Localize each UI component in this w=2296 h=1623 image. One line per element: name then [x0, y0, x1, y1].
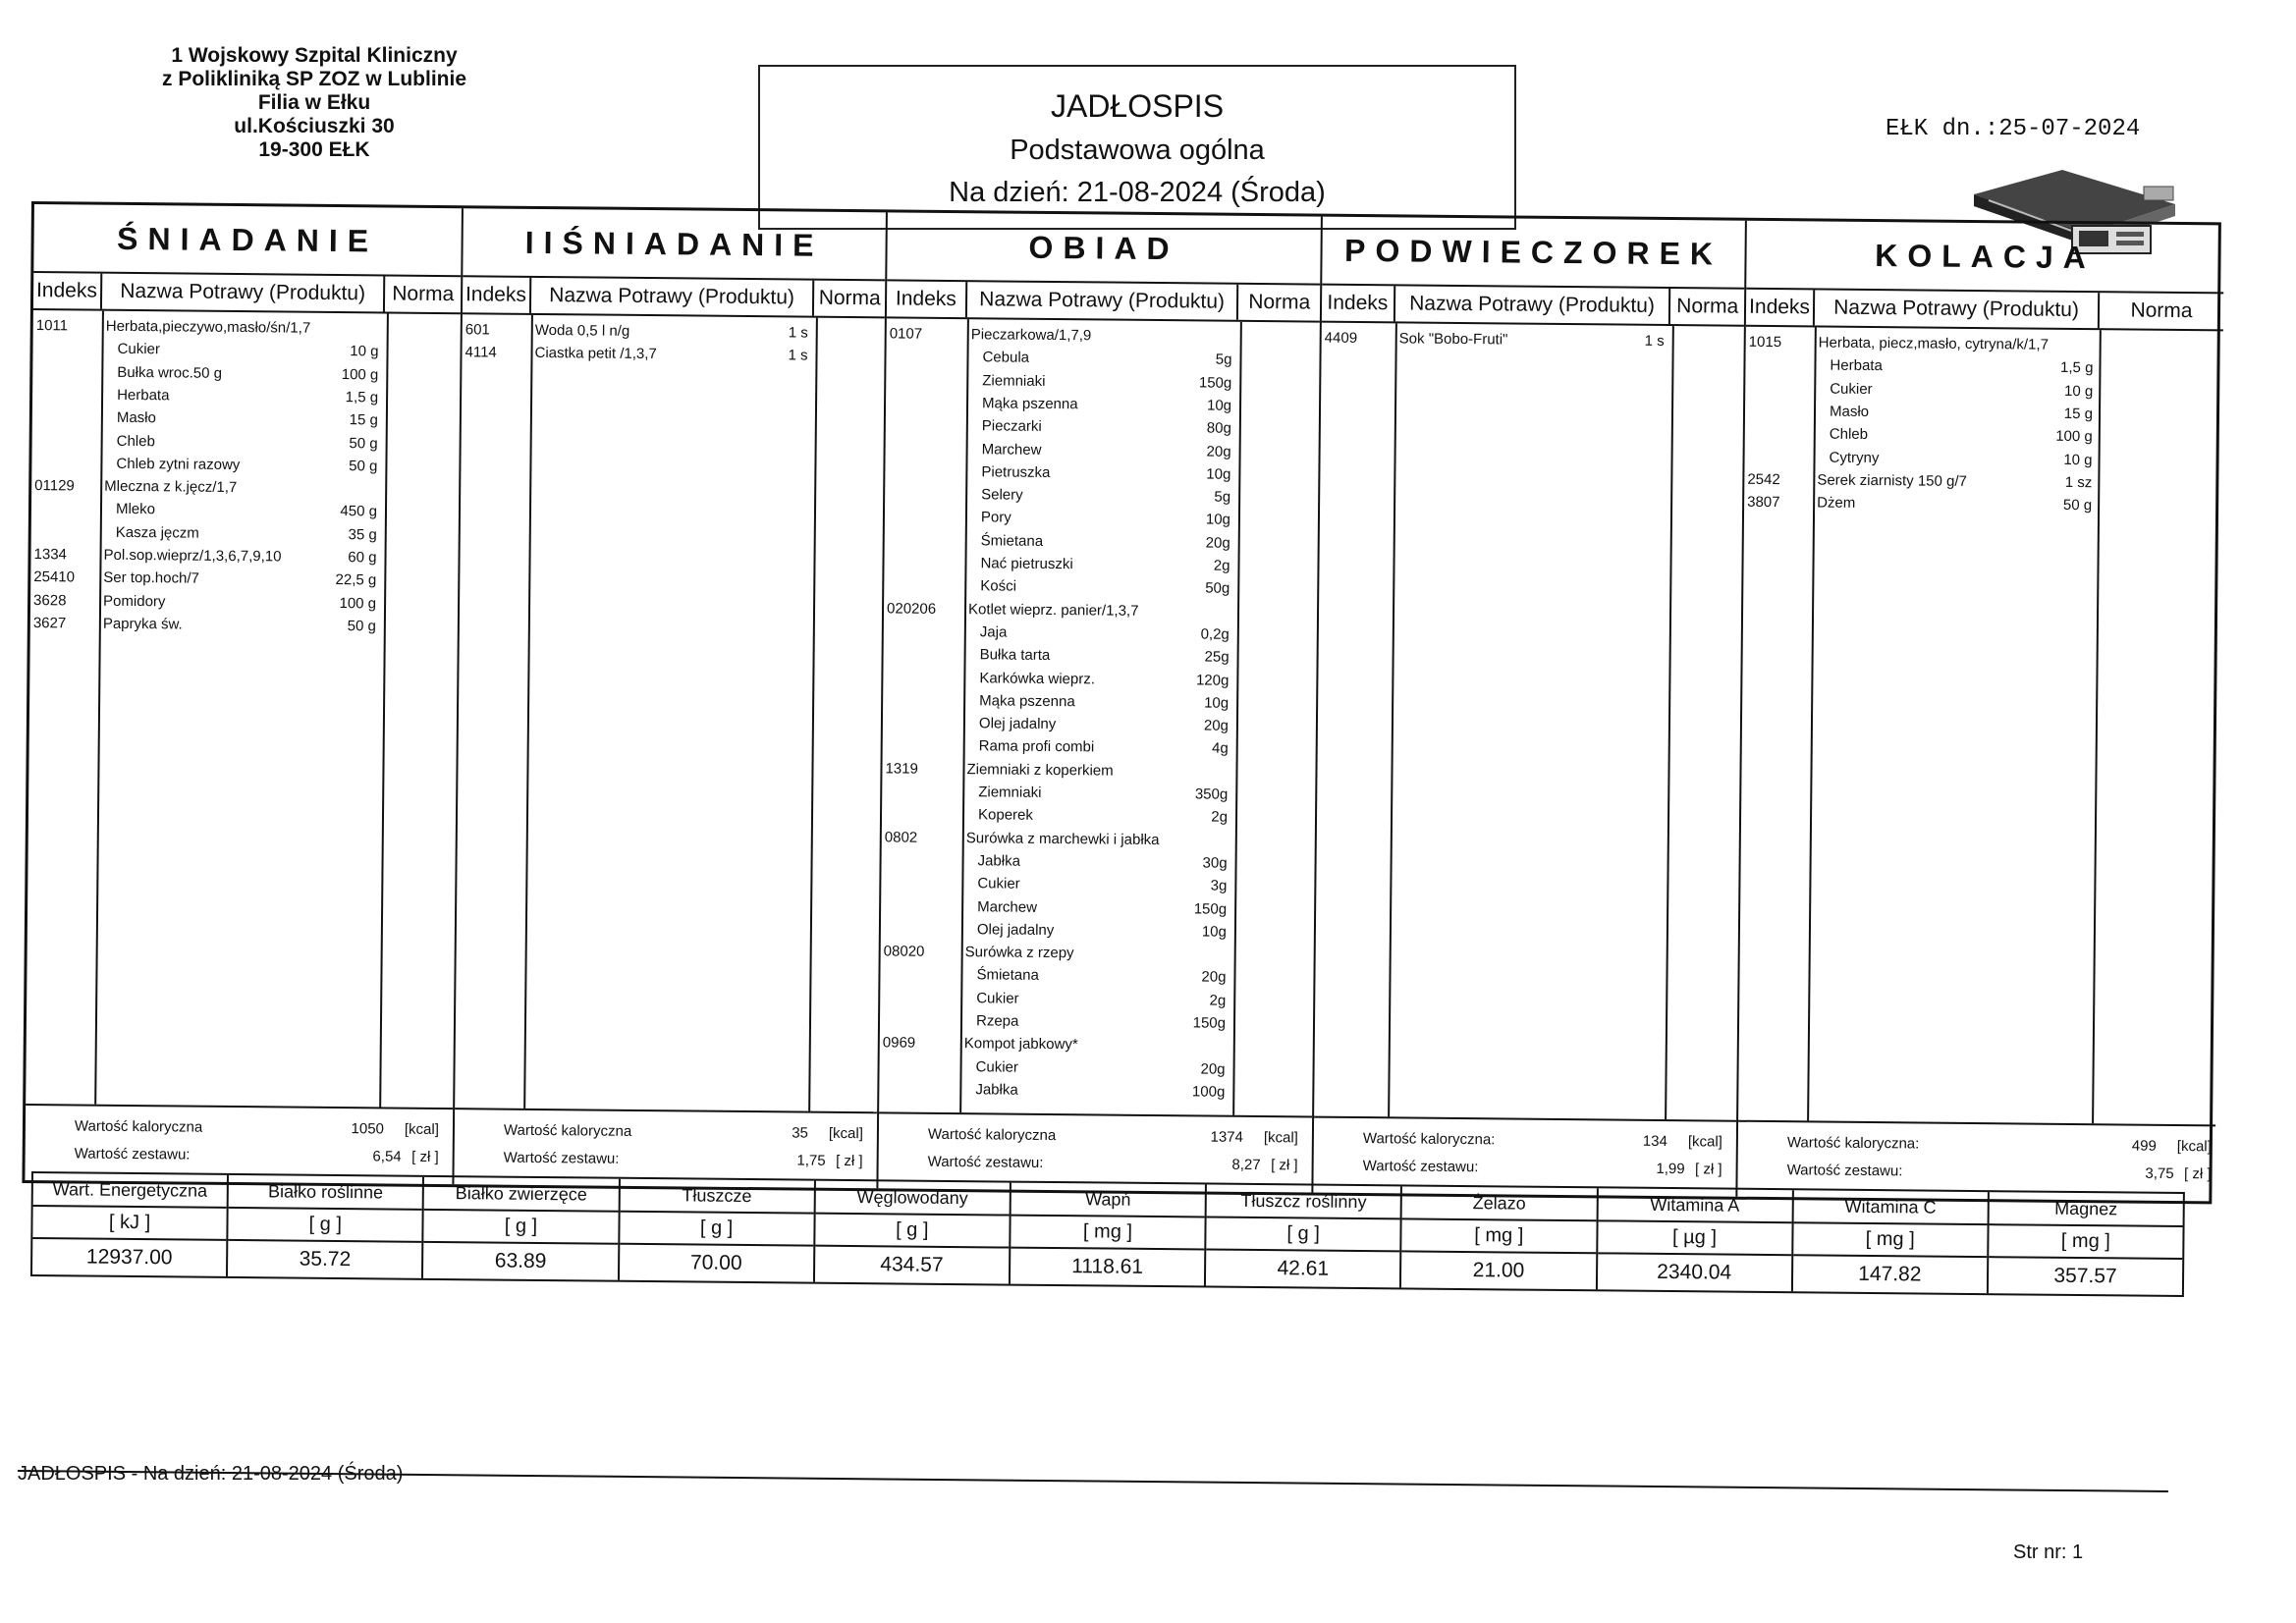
- kcal-label: Wartość kaloryczna: [927, 1125, 1057, 1145]
- item-name: Selery: [981, 486, 1023, 504]
- meal-items: [879, 318, 1320, 1115]
- meal-column: [878, 212, 1323, 1192]
- item-name: Marchew: [977, 897, 1038, 916]
- nutrition-cell: [1989, 1192, 2183, 1295]
- item-norm: 20g: [1201, 968, 1227, 987]
- item-name: Chleb: [1829, 425, 1869, 444]
- item-name: Ziemniaki z koperkiem: [966, 760, 1114, 780]
- nutrient-value: 70.00: [689, 1251, 742, 1274]
- item-name: Pieczarkowa/1,7,9: [970, 326, 1092, 345]
- meal-items: [1738, 327, 2223, 1125]
- item-name: Cukier: [117, 341, 160, 358]
- nutrition-cell: [620, 1179, 816, 1282]
- item-norm: 150g: [1192, 1014, 1227, 1032]
- cost-label: Wartość zestawu:: [927, 1153, 1044, 1171]
- item-name: Ser top.hoch/7: [103, 569, 199, 587]
- meal-column: [454, 208, 888, 1188]
- item-name: Chleb: [116, 432, 155, 450]
- item-name: Herbata: [117, 386, 170, 405]
- kcal-value: 1050: [351, 1120, 385, 1138]
- nutrient-value: 434.57: [880, 1253, 944, 1276]
- item-norm: 50 g: [347, 617, 376, 635]
- item-norm: 10 g: [2063, 382, 2094, 400]
- institution-header: [128, 44, 501, 162]
- meal-title: KOLACJA: [1875, 237, 2097, 275]
- kcal-label: Wartość kaloryczna:: [1362, 1130, 1496, 1149]
- item-name: Pieczarki: [981, 417, 1042, 436]
- institution-line: ul.Kościuszki 30: [234, 115, 395, 137]
- item-norm: 150g: [1198, 374, 1232, 392]
- nutrient-value: 1118.61: [1071, 1255, 1144, 1278]
- cost-value: 1,99: [1656, 1160, 1685, 1178]
- item-index: 1334: [33, 546, 68, 564]
- nutrient-label: Witamina A: [1650, 1194, 1740, 1216]
- item-index: 3807: [1747, 493, 1780, 512]
- cost-unit: [ zł ]: [1271, 1157, 1298, 1174]
- item-name: Surówka z marchewki i jabłka: [965, 829, 1160, 848]
- item-name: Cukier: [977, 875, 1020, 893]
- nutrient-label: Tłuszcze: [682, 1184, 752, 1206]
- item-name: Pietruszka: [981, 463, 1051, 481]
- column-headers: [33, 271, 461, 314]
- item-name: Marchew: [981, 440, 1042, 459]
- item-name: Mąka pszenna: [979, 692, 1075, 711]
- column-header-norm: Norma: [818, 286, 881, 310]
- item-index: 0802: [884, 828, 918, 846]
- item-norm: 10g: [1204, 694, 1230, 712]
- nutrient-label: Witamina C: [1844, 1196, 1937, 1217]
- item-index: 4409: [1324, 329, 1358, 347]
- kcal-unit: [kcal]: [828, 1124, 864, 1143]
- item-norm: 2g: [1213, 557, 1230, 574]
- column-header-name: Nazwa Potrawy (Produktu): [102, 274, 386, 312]
- item-name: Surówka z rzepy: [964, 944, 1074, 962]
- nutrient-value: 42.61: [1277, 1257, 1330, 1280]
- item-index: 601: [465, 321, 490, 339]
- item-norm: 10 g: [350, 343, 379, 360]
- item-name: Olej jadalny: [976, 921, 1055, 939]
- nutrient-unit: [ g ]: [424, 1209, 619, 1245]
- column-divider: [1388, 323, 1397, 1116]
- nutrient-unit: [ g ]: [229, 1207, 423, 1243]
- nutrient-label: Białko roślinne: [267, 1180, 384, 1202]
- diet-type: Podstawowa ogólna: [1010, 135, 1265, 166]
- item-norm: 0,2g: [1200, 625, 1230, 643]
- item-index: 2542: [1747, 470, 1780, 488]
- item-norm: 450 g: [340, 503, 378, 520]
- meal-items: [1314, 323, 1744, 1120]
- item-norm: 50 g: [349, 457, 378, 475]
- nutrient-label: Węglowodany: [856, 1186, 968, 1208]
- column-header-name: Nazwa Potrawy (Produktu): [1395, 286, 1671, 324]
- nutrition-cell: [1011, 1183, 1207, 1286]
- column-divider: [808, 318, 818, 1111]
- column-headers: [463, 275, 885, 318]
- item-norm: 5g: [1214, 488, 1231, 506]
- institution-line: Filia w Ełku: [257, 91, 371, 114]
- item-name: Ziemniaki: [978, 784, 1042, 801]
- cost-unit: [ zł ]: [411, 1148, 439, 1166]
- item-norm: 10g: [1206, 465, 1231, 483]
- item-name: Masło: [1829, 403, 1870, 420]
- city-date: EŁK dn.:25-07-2024: [1886, 116, 2141, 142]
- item-norm: 20g: [1203, 717, 1230, 734]
- cost-label: Wartość zestawu:: [74, 1145, 191, 1163]
- item-index: 1015: [1748, 333, 1782, 352]
- nutrition-cell: [32, 1173, 229, 1276]
- item-norm: 50g: [1205, 579, 1230, 598]
- meal-item-row: [1322, 327, 1744, 354]
- column-headers: [1322, 284, 1744, 327]
- nutrient-unit: [ mg ]: [1989, 1223, 2183, 1260]
- item-name: Woda 0,5 l n/g: [534, 321, 630, 340]
- cost-label: Wartość zestawu:: [1786, 1162, 1903, 1180]
- nutrition-table: [30, 1171, 2185, 1297]
- meal-title: OBIAD: [1028, 229, 1179, 266]
- meal-title: PODWIECZOREK: [1343, 232, 1723, 272]
- item-name: Rama profi combi: [978, 737, 1095, 756]
- item-name: Jabłka: [975, 1081, 1018, 1099]
- meal-column: [25, 204, 464, 1184]
- nutrient-value: 63.89: [494, 1249, 547, 1273]
- kcal-value: 499: [2131, 1137, 2157, 1155]
- item-name: Bułka tarta: [979, 646, 1051, 665]
- item-name: Ciastka petit /1,3,7: [534, 345, 657, 363]
- item-norm: 30g: [1202, 854, 1228, 872]
- nutrient-unit: [ g ]: [815, 1213, 1010, 1249]
- item-norm: 120g: [1195, 671, 1230, 689]
- cost-value: 6,54: [372, 1148, 402, 1165]
- item-norm: 350g: [1194, 785, 1229, 803]
- item-norm: 1,5 g: [2060, 359, 2094, 377]
- nutrient-label: Tłuszcz roślinny: [1240, 1190, 1367, 1212]
- item-index: 4114: [465, 344, 497, 361]
- item-norm: 1 s: [788, 347, 808, 364]
- meal-item-row: [462, 342, 884, 369]
- kcal-value: 35: [792, 1124, 809, 1142]
- item-name: Bułka wroc.50 g: [117, 363, 223, 382]
- meal-item-row: [879, 1077, 1312, 1105]
- kcal-unit: [kcal]: [1687, 1133, 1722, 1151]
- cost-unit: [ zł ]: [2183, 1165, 2212, 1183]
- item-name: Pomidory: [103, 592, 166, 610]
- item-name: Kości: [980, 577, 1017, 595]
- kcal-unit: [kcal]: [2176, 1138, 2212, 1156]
- item-norm: 50 g: [349, 434, 378, 452]
- item-norm: 150g: [1193, 899, 1228, 918]
- meal-items: [26, 310, 461, 1108]
- item-name: Herbata, piecz,masło, cytryna/k/1,7: [1818, 334, 2050, 353]
- item-norm: 10 g: [2063, 451, 2093, 468]
- item-name: Olej jadalny: [978, 715, 1057, 733]
- nutrient-value: 2340.04: [1657, 1260, 1732, 1284]
- meal-item-row: [30, 612, 458, 639]
- page-footer-text: JADŁOSPIS - Na dzień: 21-08-2024 (Środa): [18, 1463, 404, 1485]
- item-name: Rzepa: [975, 1012, 1019, 1030]
- column-header-norm: Norma: [1676, 295, 1739, 318]
- item-index: 0107: [889, 325, 923, 343]
- item-norm: 20g: [1206, 442, 1231, 460]
- column-header-name: Nazwa Potrawy (Produktu): [531, 278, 815, 316]
- cost-unit: [ zł ]: [1695, 1161, 1722, 1178]
- item-index: 1011: [35, 317, 69, 335]
- item-norm: 100 g: [339, 594, 377, 612]
- item-name: Nać pietruszki: [980, 555, 1073, 573]
- nutrient-value: 357.57: [2053, 1264, 2117, 1288]
- item-index: 1319: [885, 760, 918, 778]
- nutrition-cell: [1597, 1188, 1793, 1291]
- item-name: Karkówka wieprz.: [979, 669, 1096, 687]
- nutrient-label: Magnez: [2054, 1198, 2118, 1218]
- item-norm: 3g: [1210, 877, 1228, 894]
- item-norm: 10g: [1206, 397, 1232, 414]
- menu-title: JADŁOSPIS: [1050, 88, 1225, 124]
- nutrient-value: 21.00: [1472, 1259, 1525, 1282]
- item-norm: 100 g: [341, 365, 379, 383]
- cost-unit: [ zł ]: [836, 1152, 863, 1170]
- item-norm: 22,5 g: [335, 571, 377, 589]
- nutrient-unit: [ kJ ]: [32, 1205, 227, 1241]
- item-name: Masło: [116, 409, 156, 427]
- item-index: 08020: [883, 943, 925, 960]
- item-name: Sok "Bobo-Fruti": [1398, 330, 1508, 349]
- kcal-value: 134: [1642, 1132, 1667, 1151]
- column-headers: [1746, 288, 2223, 332]
- item-name: Serek ziarnisty 150 g/7: [1817, 471, 1968, 490]
- nutrient-unit: [ mg ]: [1402, 1217, 1597, 1254]
- item-norm: 1,5 g: [345, 388, 379, 406]
- item-name: Jaja: [979, 623, 1008, 641]
- item-name: Kotlet wieprz. panier/1,3,7: [967, 600, 1139, 620]
- item-norm: 20g: [1205, 534, 1230, 552]
- column-divider: [523, 315, 533, 1109]
- item-name: Papryka św.: [102, 615, 183, 633]
- nutrition-cell: [815, 1181, 1011, 1284]
- item-name: Cukier: [1830, 380, 1873, 398]
- item-name: Cukier: [975, 1057, 1019, 1076]
- item-index: 25410: [33, 568, 76, 586]
- cost-label: Wartość zestawu:: [503, 1149, 620, 1167]
- nutrient-label: Wapń: [1085, 1188, 1131, 1210]
- item-name: Jabłka: [977, 852, 1021, 870]
- meal-column: [1737, 221, 2224, 1202]
- nutrition-cell: [1206, 1184, 1402, 1287]
- item-name: Śmietana: [980, 531, 1044, 550]
- item-norm: 25g: [1204, 648, 1230, 666]
- kcal-label: Wartość kaloryczna:: [1786, 1134, 1920, 1153]
- nutrition-cell: [1401, 1186, 1598, 1289]
- item-norm: 1 sz: [2064, 473, 2093, 491]
- item-name: Mleczna z k.jęcz/1,7: [104, 477, 238, 497]
- item-index: 01129: [34, 477, 75, 495]
- column-headers: [887, 279, 1320, 322]
- nutrition-cell: [1793, 1190, 1990, 1293]
- nutrition-cell: [228, 1175, 424, 1278]
- meal-title: ŚNIADANIE: [116, 220, 379, 258]
- item-norm: 2g: [1209, 992, 1227, 1009]
- item-norm: 10g: [1205, 511, 1231, 529]
- column-header-index: Indeks: [33, 273, 102, 309]
- nutrient-label: Wart. Energetyczna: [52, 1178, 208, 1201]
- nutrient-unit: [ mg ]: [1793, 1221, 1988, 1258]
- item-name: Dżem: [1817, 494, 1856, 512]
- page-number: Str nr: 1: [2013, 1542, 2084, 1563]
- meal-item-row: [1744, 491, 2221, 519]
- menu-date: Na dzień: 21-08-2024 (Środa): [949, 177, 1326, 208]
- item-name: Koperek: [977, 806, 1033, 825]
- item-norm: 100g: [1191, 1083, 1226, 1101]
- column-divider: [1665, 326, 1674, 1119]
- column-header-norm: Norma: [1248, 290, 1311, 314]
- item-norm: 4g: [1211, 739, 1229, 758]
- kcal-label: Wartość kaloryczna: [503, 1121, 632, 1140]
- item-name: Cukier: [976, 989, 1019, 1007]
- nutrient-unit: [ g ]: [1206, 1216, 1400, 1252]
- cost-label: Wartość zestawu:: [1362, 1158, 1479, 1176]
- cost-value: 1,75: [796, 1152, 826, 1169]
- item-name: Mąka pszenna: [981, 395, 1078, 413]
- cost-value: 8,27: [1231, 1156, 1261, 1174]
- item-norm: 1 s: [1644, 332, 1665, 350]
- nutrient-unit: [ mg ]: [1011, 1215, 1205, 1251]
- item-name: Herbata: [1830, 356, 1883, 375]
- item-norm: 50 g: [2062, 496, 2093, 514]
- item-norm: 35 g: [348, 525, 377, 544]
- kcal-label: Wartość kaloryczna: [74, 1117, 203, 1136]
- kcal-unit: [kcal]: [1263, 1129, 1298, 1147]
- item-name: Chleb zytni razowy: [116, 455, 241, 473]
- column-header-name: Nazwa Potrawy (Produktu): [1815, 290, 2100, 328]
- nutrient-value: 12937.00: [85, 1245, 173, 1270]
- item-norm: 100 g: [2055, 427, 2093, 446]
- item-index: 020206: [886, 599, 937, 618]
- kcal-unit: [kcal]: [404, 1120, 440, 1139]
- item-index: 3628: [33, 591, 67, 609]
- item-norm: 15 g: [349, 411, 378, 429]
- kcal-value: 1374: [1210, 1128, 1243, 1146]
- item-name: Pory: [980, 509, 1011, 526]
- item-name: Mleko: [115, 501, 156, 518]
- column-header-index: Indeks: [463, 277, 531, 313]
- column-header-norm: Norma: [392, 282, 455, 306]
- nutrient-value: 147.82: [1858, 1262, 1922, 1286]
- item-name: Śmietana: [976, 966, 1039, 985]
- meal-plan-table: [22, 201, 2220, 1204]
- item-name: Ziemniaki: [982, 371, 1046, 390]
- column-header-index: Indeks: [1746, 290, 1815, 326]
- item-name: Kasza jęczm: [115, 523, 199, 542]
- institution-line: 1 Wojskowy Szpital Kliniczny: [171, 44, 458, 67]
- item-norm: 2g: [1211, 808, 1229, 827]
- item-norm: 5g: [1215, 351, 1232, 369]
- item-name: Cytryny: [1829, 449, 1880, 466]
- menu-title-box: [758, 65, 1516, 230]
- meal-title: IIŚNIADANIE: [524, 224, 824, 263]
- item-norm: 10g: [1201, 923, 1227, 941]
- meal-column: [1313, 217, 1747, 1197]
- nutrient-unit: [ g ]: [620, 1211, 814, 1247]
- item-norm: 80g: [1206, 419, 1231, 437]
- nutrient-label: Żelazo: [1472, 1192, 1526, 1214]
- column-header-index: Indeks: [887, 281, 967, 317]
- meal-items: [455, 314, 885, 1111]
- item-index: 0969: [882, 1034, 916, 1052]
- nutrient-value: 35.72: [299, 1247, 352, 1271]
- institution-line: 19-300 EŁK: [258, 138, 370, 161]
- item-name: Kompot jabkowy*: [963, 1035, 1078, 1054]
- item-index: 3627: [32, 614, 67, 632]
- item-name: Herbata,pieczywo,masło/śn/1,7: [105, 317, 311, 337]
- item-norm: 15 g: [2063, 405, 2094, 423]
- column-header-index: Indeks: [1322, 286, 1395, 322]
- item-norm: 20g: [1200, 1060, 1226, 1078]
- item-norm: 60 g: [348, 549, 377, 567]
- column-header-name: Nazwa Potrawy (Produktu): [967, 282, 1239, 320]
- item-name: Cebula: [982, 349, 1030, 367]
- cost-value: 3,75: [2145, 1164, 2174, 1182]
- institution-line: z Polikliniką SP ZOZ w Lublinie: [162, 68, 466, 90]
- column-header-norm: Norma: [2130, 298, 2193, 323]
- nutrient-unit: [ µg ]: [1598, 1219, 1792, 1256]
- item-norm: 1 s: [788, 324, 808, 342]
- nutrition-cell: [423, 1177, 620, 1280]
- item-name: Pol.sop.wieprz/1,3,6,7,9,10: [103, 546, 282, 566]
- nutrient-label: Białko zwierzęce: [455, 1182, 587, 1204]
